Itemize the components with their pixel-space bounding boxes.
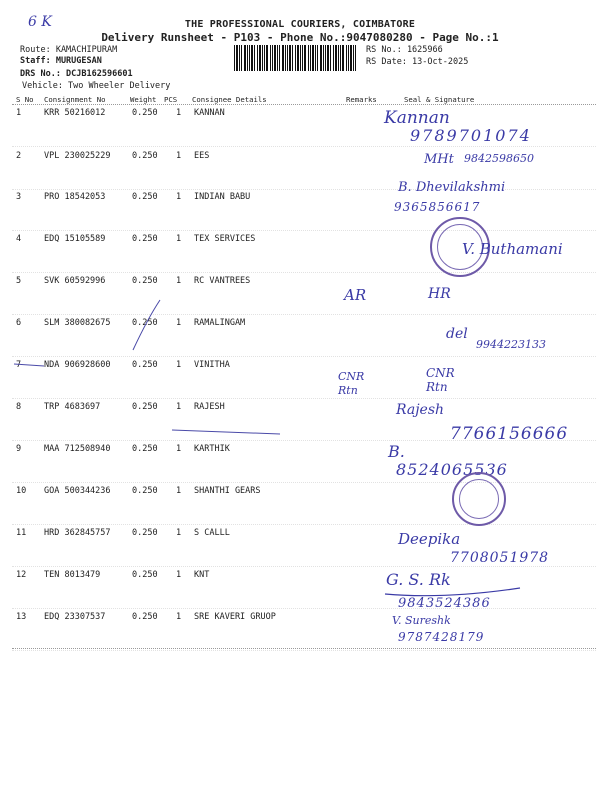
- row-weight: 0.250: [132, 108, 158, 118]
- row-sno: 6: [16, 318, 22, 328]
- row-consignee: VINITHA: [194, 360, 230, 370]
- r13-name-handwriting: V. Sureshk: [392, 614, 451, 627]
- row-weight: 0.250: [132, 528, 158, 538]
- row-pcs: 1: [176, 276, 182, 286]
- col-seal-signature: Seal & Signature: [404, 95, 475, 104]
- corner-handwritten-mark: 6 K: [28, 14, 52, 30]
- r12-signature-handwriting: G. S. Rk: [386, 570, 451, 589]
- r1-phone-handwriting: 9789701074: [410, 126, 532, 145]
- r8-phone-handwriting: 7766156666: [450, 424, 569, 444]
- row-sno: 3: [16, 192, 22, 202]
- row-sno: 1: [16, 108, 22, 118]
- row-pcs: 1: [176, 570, 182, 580]
- row-sno: 13: [16, 612, 27, 622]
- row-pcs: 1: [176, 486, 182, 496]
- col-consignee: Consignee Details: [192, 95, 267, 104]
- row-weight: 0.250: [132, 360, 158, 370]
- r3-phone-handwriting: 9365856617: [394, 200, 481, 214]
- row-sno: 2: [16, 151, 22, 161]
- row-weight: 0.250: [132, 234, 158, 244]
- r9-phone-handwriting: 8524065536: [396, 460, 508, 479]
- row-pcs: 1: [176, 234, 182, 244]
- rs-number: RS No.: 1625966: [366, 45, 443, 55]
- row-weight: 0.250: [132, 570, 158, 580]
- row-pcs: 1: [176, 192, 182, 202]
- row-consignee: EES: [194, 151, 210, 161]
- row-weight: 0.250: [132, 402, 158, 412]
- row-pcs: 1: [176, 151, 182, 161]
- r11-name-handwriting: Deepika: [398, 530, 461, 548]
- row-weight: 0.250: [132, 192, 158, 202]
- r6-phone-handwriting: 9944223133: [476, 338, 546, 351]
- row-consignee: S CALLL: [194, 528, 230, 538]
- row6-pen-stroke: [133, 300, 160, 350]
- row-consignment-no: EDQ 15105589: [44, 234, 106, 244]
- route-label: Route: KAMACHIPURAM: [20, 45, 118, 55]
- row-consignee: SHANTHI GEARS: [194, 486, 261, 496]
- row-consignment-no: TEN 8013479: [44, 570, 101, 580]
- row-consignment-no: HRD 362845757: [44, 528, 111, 538]
- row-consignee: TEX SERVICES: [194, 234, 256, 244]
- row-consignment-no: EDQ 23307537: [44, 612, 106, 622]
- row-consignee: KNT: [194, 570, 210, 580]
- row-consignment-no: KRR 50216012: [44, 108, 106, 118]
- row-pcs: 1: [176, 612, 182, 622]
- row-sno: 4: [16, 234, 22, 244]
- row-sno: 12: [16, 570, 27, 580]
- r5-remark-handwriting: AR: [344, 286, 367, 304]
- row-consignee: INDIAN BABU: [194, 192, 251, 202]
- row-pcs: 1: [176, 318, 182, 328]
- row-pcs: 1: [176, 108, 182, 118]
- vehicle-label: Vehicle: Two Wheeler Delivery: [22, 81, 171, 91]
- col-sno: S No: [16, 95, 34, 104]
- col-consignment: Consignment No: [44, 95, 106, 104]
- r7-signature-handwriting: CNR Rtn: [426, 366, 455, 394]
- runsheet-subtitle: Delivery Runsheet - P103 - Phone No.:9047080280 - Page No.:1: [101, 31, 499, 44]
- row-consignment-no: NDA 906928600: [44, 360, 111, 370]
- row-consignee: RAJESH: [194, 402, 225, 412]
- row-consignee: KANNAN: [194, 108, 225, 118]
- r8-name-handwriting: Rajesh: [396, 402, 445, 418]
- r2-signature-handwriting: MHt: [424, 152, 454, 167]
- r13-phone-handwriting: 9787428179: [398, 630, 485, 644]
- col-pcs: PCS: [164, 95, 178, 104]
- drs-number: DRS No.: DCJB162596601: [20, 69, 133, 79]
- row-weight: 0.250: [132, 276, 158, 286]
- row-consignment-no: SLM 380082675: [44, 318, 111, 328]
- row-weight: 0.250: [132, 612, 158, 622]
- r9-signature-handwriting: B.: [388, 442, 405, 461]
- row-sno: 5: [16, 276, 22, 286]
- col-remarks: Remarks: [346, 95, 377, 104]
- row-consignment-no: MAA 712508940: [44, 444, 111, 454]
- row-weight: 0.250: [132, 318, 158, 328]
- row-consignee: RAMALINGAM: [194, 318, 246, 328]
- r4-signature-handwriting: V. Buthamani: [462, 240, 563, 258]
- r5-signature-handwriting: HR: [428, 286, 451, 302]
- row8-dash-stroke: [172, 430, 280, 434]
- row-consignment-no: VPL 230025229: [44, 151, 111, 161]
- row-consignee: SRE KAVERI GRUOP: [194, 612, 276, 622]
- r1-name-handwriting: Kannan: [384, 108, 450, 128]
- row12-underline-stroke: [385, 588, 520, 596]
- row-weight: 0.250: [132, 151, 158, 161]
- r11-phone-handwriting: 7708051978: [450, 550, 550, 566]
- row-consignment-no: SVK 60592996: [44, 276, 106, 286]
- r7-remark-handwriting: CNR Rtn: [338, 370, 365, 397]
- row-pcs: 1: [176, 360, 182, 370]
- row-sno: 9: [16, 444, 22, 454]
- row-pcs: 1: [176, 402, 182, 412]
- row-consignment-no: TRP 4683697: [44, 402, 101, 412]
- r6-signature-handwriting: del: [446, 326, 468, 342]
- company-title: THE PROFESSIONAL COURIERS, COIMBATORE: [184, 19, 416, 30]
- row-sno: 7: [16, 360, 22, 370]
- r3-name-handwriting: B. Dhevilakshmi: [398, 180, 506, 195]
- row-consignee: RC VANTREES: [194, 276, 251, 286]
- rs-date: RS Date: 13-Oct-2025: [366, 57, 469, 67]
- row-sno: 8: [16, 402, 22, 412]
- r2-phone-handwriting: 9842598650: [464, 152, 534, 165]
- row-pcs: 1: [176, 444, 182, 454]
- row-consignment-no: GOA 500344236: [44, 486, 111, 496]
- row-weight: 0.250: [132, 486, 158, 496]
- row-weight: 0.250: [132, 444, 158, 454]
- staff-label: Staff: MURUGESAN: [20, 56, 102, 66]
- row-pcs: 1: [176, 528, 182, 538]
- row-sno: 11: [16, 528, 27, 538]
- r12-phone-handwriting: 9843524386: [398, 596, 491, 611]
- row-consignment-no: PRO 18542053: [44, 192, 106, 202]
- row7-strike-stroke: [14, 364, 44, 366]
- row10-stamp: [452, 472, 506, 526]
- row-consignee: KARTHIK: [194, 444, 230, 454]
- row-sno: 10: [16, 486, 27, 496]
- col-weight: Weight: [130, 95, 157, 104]
